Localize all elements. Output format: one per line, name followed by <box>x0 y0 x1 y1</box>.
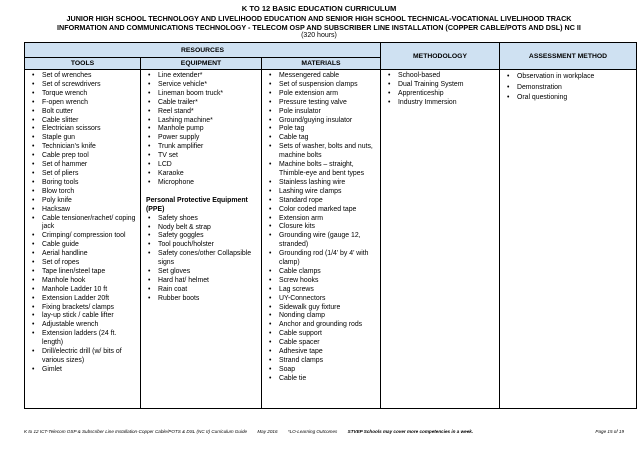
equipment-cell <box>141 70 262 409</box>
footer-page-number: Page 15 of 19 <box>595 429 624 434</box>
tool-item: • Hacksaw <box>30 206 138 215</box>
assessment-list <box>500 72 636 104</box>
footer-date: May 2016 <box>257 429 278 434</box>
material-item: • Stainless lashing wire <box>267 179 378 188</box>
materials-header: MATERIALS <box>262 58 381 70</box>
ppe-heading: Personal Protective Equipment (PPE) <box>146 196 248 213</box>
material-item: • Cable support <box>267 330 378 339</box>
material-item: • Machine bolts – straight, Thimble-eye and bent types <box>267 161 378 179</box>
tool-item: • F-open wrench <box>30 99 138 108</box>
equipment-header: EQUIPMENT <box>141 58 262 70</box>
methodology-list <box>381 72 499 108</box>
tool-item: • Gimlet <box>30 366 138 375</box>
resources-table <box>24 42 637 409</box>
material-item: • Screw hooks <box>267 277 378 286</box>
material-item: • Standard rope <box>267 197 378 206</box>
assessment-item: • Oral questioning <box>505 93 634 104</box>
equipment-item: • Lashing machine* <box>146 117 259 126</box>
material-item: • Messengered cable <box>267 72 378 81</box>
tool-item: • Set of pliers <box>30 170 138 179</box>
equipment-item: • Line extender* <box>146 72 259 81</box>
tool-item: • Torque wrench <box>30 90 138 99</box>
ppe-item: • Rain coat <box>146 286 259 295</box>
tool-item: • Manhole hook <box>30 277 138 286</box>
footer-lo: *LO-Learning Outcomes <box>287 429 338 434</box>
material-item: • Ground/guying insulator <box>267 117 378 126</box>
equipment-item: • Service vehicle* <box>146 81 259 90</box>
tool-item: • Fixing brackets/ clamps <box>30 304 138 313</box>
equipment-item: • Karaoke <box>146 170 259 179</box>
tools-list <box>25 72 140 375</box>
tool-item: • Manhole Ladder 10 ft <box>30 286 138 295</box>
ppe-item: • Set gloves <box>146 268 259 277</box>
tools-header: TOOLS <box>25 58 141 70</box>
tool-item: • Electrician scissors <box>30 125 138 134</box>
tool-item: • Set of wrenches <box>30 72 138 81</box>
tool-item: • Blow torch <box>30 188 138 197</box>
tool-item: • Set of screwdrivers <box>30 81 138 90</box>
equipment-item: • Manhole pump <box>146 125 259 134</box>
tool-item: • Poly knife <box>30 197 138 206</box>
resources-header: RESOURCES <box>25 43 381 58</box>
ppe-item: • Safety cones/other Collapsible signs <box>146 250 259 268</box>
material-item: • Sidewalk guy fixture <box>267 304 378 313</box>
materials-list <box>262 72 380 384</box>
material-item: • Lag screws <box>267 286 378 295</box>
assessment-cell <box>500 70 637 409</box>
equipment-item: • Reel stand* <box>146 108 259 117</box>
tool-item: • Tape linen/steel tape <box>30 268 138 277</box>
tool-item: • Set of hammer <box>30 161 138 170</box>
equipment-item: • Power supply <box>146 134 259 143</box>
assessment-item: • Demonstration <box>505 83 634 94</box>
tool-item: • Crimping/ compression tool <box>30 232 138 241</box>
tool-item: • Technician’s knife <box>30 143 138 152</box>
material-item: • Cable tag <box>267 134 378 143</box>
program-title: JUNIOR HIGH SCHOOL TECHNOLOGY AND LIVELIHOOD EDUCATION AND SENIOR HIGH SCHOOL TECHNICAL-VOCATIONAL LIVELIHOOD TRACK <box>66 14 572 23</box>
equipment-item: • TV set <box>146 152 259 161</box>
ppe-item: • Safety goggles <box>146 232 259 241</box>
ppe-list <box>141 215 261 304</box>
tool-item: • Aerial handline <box>30 250 138 259</box>
equipment-list <box>141 72 261 188</box>
ppe-item: • Rubber boots <box>146 295 259 304</box>
curriculum-title: K TO 12 BASIC EDUCATION CURRICULUM <box>241 4 397 13</box>
tool-item: • Staple gun <box>30 134 138 143</box>
equipment-item: • Trunk amplifier <box>146 143 259 152</box>
tool-item: • Drill/electric drill (w/ bits of various sizes) <box>30 348 138 366</box>
material-item: • Closure kits <box>267 223 378 232</box>
material-item: • Color coded marked tape <box>267 206 378 215</box>
tool-item: • Adjustable wrench <box>30 321 138 330</box>
material-item: • Cable spacer <box>267 339 378 348</box>
tool-item: • Boring tools <box>30 179 138 188</box>
course-title: INFORMATION AND COMMUNICATIONS TECHNOLOGY - TELECOM OSP AND SUBSCRIBER LINE INSTALLATION (COPPER CABLE/POTS AND DSL) NC II <box>57 23 581 32</box>
equipment-item: • Cable trailer* <box>146 99 259 108</box>
equipment-item: • LCD <box>146 161 259 170</box>
tool-item: • lay-up stick / cable lifter <box>30 312 138 321</box>
material-item: • Soap <box>267 366 378 375</box>
material-item: • Pole tag <box>267 125 378 134</box>
footer-guide: K to 12 ICT-Telecom OSP & Subscriber Line Installation-Copper Cable/POTS & DSL (NC II) Curriculum Guide <box>24 429 248 434</box>
material-item: • Pole extension arm <box>267 90 378 99</box>
material-item: • Pressure testing valve <box>267 99 378 108</box>
tool-item: • Cable slitter <box>30 117 138 126</box>
tool-item: • Cable tensioner/rachet/ coping jack <box>30 215 138 233</box>
ppe-item: • Tool pouch/holster <box>146 241 259 250</box>
tools-cell <box>25 70 141 409</box>
material-item: • Anchor and grounding rods <box>267 321 378 330</box>
tool-item: • Cable guide <box>30 241 138 250</box>
methodology-item: • School-based <box>386 72 497 81</box>
tool-item: • Set of ropes <box>30 259 138 268</box>
tool-item: • Extension ladders (24 ft. length) <box>30 330 138 348</box>
methodology-item: • Apprenticeship <box>386 90 497 99</box>
material-item: • UY-Connectors <box>267 295 378 304</box>
course-hours: (320 hours) <box>301 32 337 39</box>
methodology-cell <box>381 70 500 409</box>
equipment-item: • Microphone <box>146 179 259 188</box>
ppe-item: • Nody belt & strap <box>146 224 259 233</box>
footer-note: STVEP Schools may cover more competencies in a week. <box>347 429 474 434</box>
tool-item: • Extension Ladder 20ft <box>30 295 138 304</box>
methodology-header: METHODOLOGY <box>381 43 500 70</box>
material-item: • Extension arm <box>267 215 378 224</box>
material-item: • Sets of washer, bolts and nuts, machine bolts <box>267 143 378 161</box>
ppe-item: • Hard hat/ helmet <box>146 277 259 286</box>
assessment-header: ASSESSMENT METHOD <box>500 43 637 70</box>
material-item: • Pole insulator <box>267 108 378 117</box>
materials-cell <box>262 70 381 409</box>
material-item: • Set of suspension clamps <box>267 81 378 90</box>
tool-item: • Bolt cutter <box>30 108 138 117</box>
page-footer <box>24 429 636 434</box>
assessment-item: • Observation in workplace <box>505 72 634 83</box>
ppe-item: • Safety shoes <box>146 215 259 224</box>
material-item: • Cable clamps <box>267 268 378 277</box>
material-item: • Grounding wire (gauge 12, stranded) <box>267 232 378 250</box>
material-item: • Lashing wire clamps <box>267 188 378 197</box>
equipment-item: • Lineman boom truck* <box>146 90 259 99</box>
material-item: • Strand clamps <box>267 357 378 366</box>
material-item: • Nonding clamp <box>267 312 378 321</box>
methodology-item: • Industry Immersion <box>386 99 497 108</box>
tool-item: • Cable prep tool <box>30 152 138 161</box>
methodology-item: • Dual Training System <box>386 81 497 90</box>
material-item: • Cable tie <box>267 375 378 384</box>
material-item: • Grounding rod (1/4’ by 4’ with clamp) <box>267 250 378 268</box>
material-item: • Adhesive tape <box>267 348 378 357</box>
